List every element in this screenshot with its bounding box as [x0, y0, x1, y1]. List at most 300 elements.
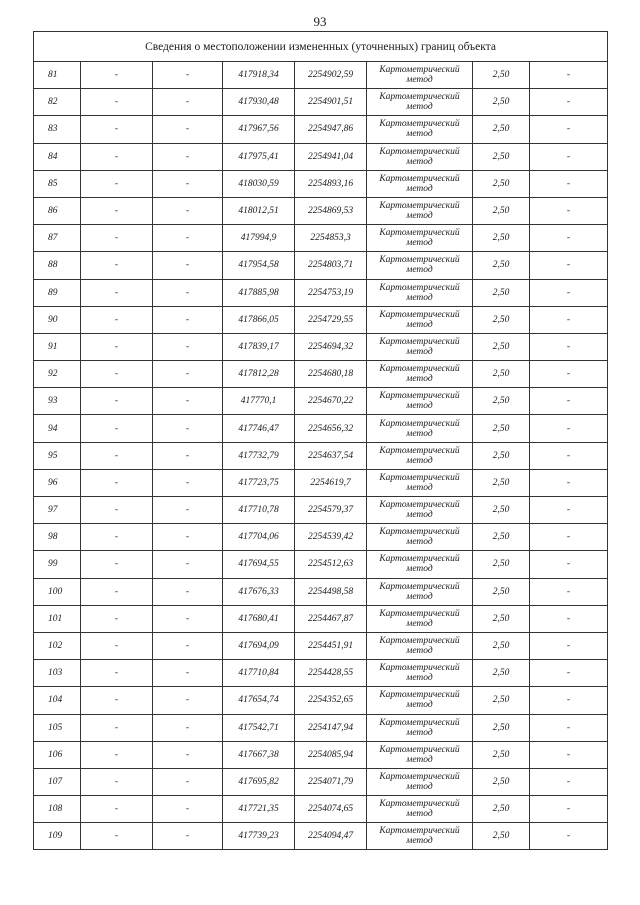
- y-coordinate-cell: 2254352,65: [295, 687, 367, 714]
- dash-cell: -: [81, 143, 153, 170]
- x-coordinate-cell: 417694,09: [223, 632, 295, 659]
- method-line1: Картометрический: [379, 364, 460, 375]
- table-row: [34, 497, 608, 524]
- accuracy-cell: 2,50: [473, 252, 530, 279]
- table-row: [34, 252, 608, 279]
- dash-cell: -: [153, 89, 223, 116]
- dash-cell: -: [153, 442, 223, 469]
- method-cell: [367, 714, 473, 741]
- method-line2: метод: [406, 102, 433, 113]
- table-row: [34, 143, 608, 170]
- x-coordinate-cell: 417676,33: [223, 578, 295, 605]
- method-cell: [367, 605, 473, 632]
- y-coordinate-cell: 2254094,47: [295, 823, 367, 850]
- x-coordinate-cell: 417680,41: [223, 605, 295, 632]
- dash-cell: -: [153, 497, 223, 524]
- method-line1: Картометрический: [379, 391, 460, 402]
- dash-cell: -: [153, 660, 223, 687]
- accuracy-cell: 2,50: [473, 306, 530, 333]
- method-line1: Картометрический: [379, 309, 460, 320]
- table-row: [34, 361, 608, 388]
- method-line2: метод: [406, 700, 433, 711]
- accuracy-cell: 2,50: [473, 796, 530, 823]
- method-line2: метод: [406, 754, 433, 765]
- method-line2: метод: [406, 482, 433, 493]
- method-line2: метод: [406, 564, 433, 575]
- y-coordinate-cell: 2254902,59: [295, 62, 367, 89]
- dash-cell: -: [153, 524, 223, 551]
- x-coordinate-cell: 417885,98: [223, 279, 295, 306]
- dash-cell: -: [530, 252, 608, 279]
- method-cell: [367, 279, 473, 306]
- point-number-cell: 100: [34, 578, 81, 605]
- method-line1: Картометрический: [379, 445, 460, 456]
- y-coordinate-cell: 2254147,94: [295, 714, 367, 741]
- dash-cell: -: [153, 714, 223, 741]
- table-row: [34, 823, 608, 850]
- dash-cell: -: [81, 388, 153, 415]
- y-coordinate-cell: 2254071,79: [295, 768, 367, 795]
- y-coordinate-cell: 2254941,04: [295, 143, 367, 170]
- point-number-cell: 103: [34, 660, 81, 687]
- method-cell: [367, 388, 473, 415]
- accuracy-cell: 2,50: [473, 687, 530, 714]
- method-line1: Картометрический: [379, 173, 460, 184]
- method-line1: Картометрический: [379, 771, 460, 782]
- method-cell: [367, 333, 473, 360]
- method-line2: метод: [406, 727, 433, 738]
- table-title-row: [34, 32, 608, 62]
- x-coordinate-cell: 417710,84: [223, 660, 295, 687]
- dash-cell: -: [530, 388, 608, 415]
- accuracy-cell: 2,50: [473, 605, 530, 632]
- accuracy-cell: 2,50: [473, 415, 530, 442]
- point-number-cell: 102: [34, 632, 81, 659]
- table-title: Сведения о местоположении измененных (уточненных) границ объекта: [34, 32, 608, 62]
- table-row: [34, 660, 608, 687]
- method-line1: Картометрический: [379, 500, 460, 511]
- method-cell: [367, 524, 473, 551]
- accuracy-cell: 2,50: [473, 524, 530, 551]
- method-line2: метод: [406, 836, 433, 847]
- table-row: [34, 89, 608, 116]
- method-cell: [367, 768, 473, 795]
- point-number-cell: 99: [34, 551, 81, 578]
- method-line1: Картометрический: [379, 92, 460, 103]
- dash-cell: -: [81, 116, 153, 143]
- method-line2: метод: [406, 319, 433, 330]
- y-coordinate-cell: 2254619,7: [295, 469, 367, 496]
- dash-cell: -: [153, 415, 223, 442]
- dash-cell: -: [153, 687, 223, 714]
- dash-cell: -: [81, 333, 153, 360]
- method-line2: метод: [406, 401, 433, 412]
- method-line1: Картометрический: [379, 201, 460, 212]
- x-coordinate-cell: 417695,82: [223, 768, 295, 795]
- method-cell: [367, 252, 473, 279]
- dash-cell: -: [530, 143, 608, 170]
- dash-cell: -: [81, 768, 153, 795]
- method-line1: Картометрический: [379, 744, 460, 755]
- point-number-cell: 87: [34, 225, 81, 252]
- method-line2: метод: [406, 183, 433, 194]
- dash-cell: -: [153, 796, 223, 823]
- accuracy-cell: 2,50: [473, 741, 530, 768]
- accuracy-cell: 2,50: [473, 632, 530, 659]
- dash-cell: -: [153, 823, 223, 850]
- x-coordinate-cell: 417770,1: [223, 388, 295, 415]
- y-coordinate-cell: 2254680,18: [295, 361, 367, 388]
- method-line1: Картометрический: [379, 65, 460, 76]
- method-line2: метод: [406, 455, 433, 466]
- method-cell: [367, 578, 473, 605]
- method-line2: метод: [406, 156, 433, 167]
- dash-cell: -: [530, 796, 608, 823]
- method-line2: метод: [406, 618, 433, 629]
- dash-cell: -: [81, 632, 153, 659]
- dash-cell: -: [530, 306, 608, 333]
- method-line2: метод: [406, 537, 433, 548]
- dash-cell: -: [530, 62, 608, 89]
- point-number-cell: 90: [34, 306, 81, 333]
- dash-cell: -: [81, 714, 153, 741]
- dash-cell: -: [530, 578, 608, 605]
- dash-cell: -: [530, 768, 608, 795]
- x-coordinate-cell: 417954,58: [223, 252, 295, 279]
- dash-cell: -: [530, 333, 608, 360]
- y-coordinate-cell: 2254512,63: [295, 551, 367, 578]
- x-coordinate-cell: 417746,47: [223, 415, 295, 442]
- method-line1: Картометрический: [379, 608, 460, 619]
- x-coordinate-cell: 417732,79: [223, 442, 295, 469]
- dash-cell: -: [530, 442, 608, 469]
- dash-cell: -: [530, 279, 608, 306]
- method-line1: Картометрический: [379, 636, 460, 647]
- dash-cell: -: [81, 497, 153, 524]
- method-cell: [367, 197, 473, 224]
- table-row: [34, 714, 608, 741]
- dash-cell: -: [81, 551, 153, 578]
- method-line1: Картометрический: [379, 472, 460, 483]
- x-coordinate-cell: 417918,34: [223, 62, 295, 89]
- table-row: [34, 796, 608, 823]
- x-coordinate-cell: 418030,59: [223, 170, 295, 197]
- x-coordinate-cell: 417839,17: [223, 333, 295, 360]
- method-line2: метод: [406, 374, 433, 385]
- method-cell: [367, 306, 473, 333]
- dash-cell: -: [530, 687, 608, 714]
- point-number-cell: 105: [34, 714, 81, 741]
- dash-cell: -: [81, 89, 153, 116]
- point-number-cell: 97: [34, 497, 81, 524]
- method-line1: Картометрический: [379, 527, 460, 538]
- point-number-cell: 88: [34, 252, 81, 279]
- method-cell: [367, 497, 473, 524]
- dash-cell: -: [153, 551, 223, 578]
- boundary-table: [33, 31, 608, 850]
- dash-cell: -: [81, 361, 153, 388]
- y-coordinate-cell: 2254694,32: [295, 333, 367, 360]
- table-row: [34, 442, 608, 469]
- accuracy-cell: 2,50: [473, 714, 530, 741]
- table-row: [34, 768, 608, 795]
- y-coordinate-cell: 2254074,65: [295, 796, 367, 823]
- dash-cell: -: [153, 170, 223, 197]
- dash-cell: -: [153, 143, 223, 170]
- dash-cell: -: [81, 605, 153, 632]
- dash-cell: -: [153, 197, 223, 224]
- accuracy-cell: 2,50: [473, 388, 530, 415]
- dash-cell: -: [153, 225, 223, 252]
- method-line1: Картометрический: [379, 663, 460, 674]
- y-coordinate-cell: 2254670,22: [295, 388, 367, 415]
- dash-cell: -: [153, 361, 223, 388]
- method-line2: метод: [406, 781, 433, 792]
- dash-cell: -: [81, 252, 153, 279]
- y-coordinate-cell: 2254539,42: [295, 524, 367, 551]
- accuracy-cell: 2,50: [473, 333, 530, 360]
- dash-cell: -: [81, 415, 153, 442]
- point-number-cell: 82: [34, 89, 81, 116]
- accuracy-cell: 2,50: [473, 497, 530, 524]
- method-line1: Картометрический: [379, 581, 460, 592]
- accuracy-cell: 2,50: [473, 89, 530, 116]
- point-number-cell: 108: [34, 796, 81, 823]
- dash-cell: -: [81, 823, 153, 850]
- point-number-cell: 101: [34, 605, 81, 632]
- accuracy-cell: 2,50: [473, 469, 530, 496]
- dash-cell: -: [530, 823, 608, 850]
- dash-cell: -: [153, 388, 223, 415]
- dash-cell: -: [81, 442, 153, 469]
- point-number-cell: 94: [34, 415, 81, 442]
- dash-cell: -: [530, 714, 608, 741]
- method-cell: [367, 116, 473, 143]
- dash-cell: -: [81, 469, 153, 496]
- point-number-cell: 91: [34, 333, 81, 360]
- point-number-cell: 86: [34, 197, 81, 224]
- method-cell: [367, 225, 473, 252]
- dash-cell: -: [153, 469, 223, 496]
- method-line2: метод: [406, 673, 433, 684]
- method-line2: метод: [406, 646, 433, 657]
- x-coordinate-cell: 417866,05: [223, 306, 295, 333]
- point-number-cell: 109: [34, 823, 81, 850]
- point-number-cell: 106: [34, 741, 81, 768]
- table-row: [34, 524, 608, 551]
- method-line2: метод: [406, 238, 433, 249]
- dash-cell: -: [81, 62, 153, 89]
- dash-cell: -: [81, 170, 153, 197]
- method-line1: Картометрический: [379, 146, 460, 157]
- table-row: [34, 578, 608, 605]
- accuracy-cell: 2,50: [473, 116, 530, 143]
- table-row: [34, 632, 608, 659]
- dash-cell: -: [153, 768, 223, 795]
- x-coordinate-cell: 417542,71: [223, 714, 295, 741]
- point-number-cell: 95: [34, 442, 81, 469]
- dash-cell: -: [530, 89, 608, 116]
- y-coordinate-cell: 2254656,32: [295, 415, 367, 442]
- dash-cell: -: [530, 741, 608, 768]
- method-line1: Картометрический: [379, 119, 460, 130]
- dash-cell: -: [153, 306, 223, 333]
- point-number-cell: 107: [34, 768, 81, 795]
- accuracy-cell: 2,50: [473, 279, 530, 306]
- y-coordinate-cell: 2254853,3: [295, 225, 367, 252]
- point-number-cell: 89: [34, 279, 81, 306]
- dash-cell: -: [530, 225, 608, 252]
- method-cell: [367, 687, 473, 714]
- dash-cell: -: [530, 469, 608, 496]
- method-line1: Картометрический: [379, 717, 460, 728]
- method-cell: [367, 143, 473, 170]
- accuracy-cell: 2,50: [473, 578, 530, 605]
- x-coordinate-cell: 417739,23: [223, 823, 295, 850]
- y-coordinate-cell: 2254803,71: [295, 252, 367, 279]
- method-cell: [367, 632, 473, 659]
- y-coordinate-cell: 2254451,91: [295, 632, 367, 659]
- x-coordinate-cell: 417812,28: [223, 361, 295, 388]
- accuracy-cell: 2,50: [473, 768, 530, 795]
- dash-cell: -: [81, 687, 153, 714]
- point-number-cell: 84: [34, 143, 81, 170]
- x-coordinate-cell: 417967,56: [223, 116, 295, 143]
- method-cell: [367, 796, 473, 823]
- method-line2: метод: [406, 346, 433, 357]
- method-cell: [367, 551, 473, 578]
- y-coordinate-cell: 2254637,54: [295, 442, 367, 469]
- table-row: [34, 741, 608, 768]
- accuracy-cell: 2,50: [473, 197, 530, 224]
- table-row: [34, 116, 608, 143]
- accuracy-cell: 2,50: [473, 823, 530, 850]
- dash-cell: -: [153, 252, 223, 279]
- point-number-cell: 81: [34, 62, 81, 89]
- method-line2: метод: [406, 75, 433, 86]
- method-cell: [367, 660, 473, 687]
- dash-cell: -: [530, 632, 608, 659]
- point-number-cell: 85: [34, 170, 81, 197]
- dash-cell: -: [153, 741, 223, 768]
- method-cell: [367, 823, 473, 850]
- dash-cell: -: [530, 497, 608, 524]
- accuracy-cell: 2,50: [473, 62, 530, 89]
- table-row: [34, 551, 608, 578]
- method-cell: [367, 361, 473, 388]
- y-coordinate-cell: 2254428,55: [295, 660, 367, 687]
- dash-cell: -: [81, 660, 153, 687]
- method-cell: [367, 62, 473, 89]
- dash-cell: -: [81, 279, 153, 306]
- point-number-cell: 104: [34, 687, 81, 714]
- dash-cell: -: [81, 796, 153, 823]
- method-cell: [367, 469, 473, 496]
- method-line1: Картометрический: [379, 228, 460, 239]
- table-row: [34, 279, 608, 306]
- method-cell: [367, 415, 473, 442]
- dash-cell: -: [153, 333, 223, 360]
- dash-cell: -: [530, 551, 608, 578]
- page-number: 93: [313, 14, 327, 29]
- method-line1: Картометрический: [379, 336, 460, 347]
- dash-cell: -: [81, 578, 153, 605]
- accuracy-cell: 2,50: [473, 551, 530, 578]
- dash-cell: -: [530, 170, 608, 197]
- x-coordinate-cell: 418012,51: [223, 197, 295, 224]
- dash-cell: -: [153, 62, 223, 89]
- dash-cell: -: [530, 361, 608, 388]
- accuracy-cell: 2,50: [473, 143, 530, 170]
- method-line2: метод: [406, 591, 433, 602]
- dash-cell: -: [530, 116, 608, 143]
- dash-cell: -: [153, 116, 223, 143]
- table-row: [34, 225, 608, 252]
- method-line2: метод: [406, 809, 433, 820]
- x-coordinate-cell: 417723,75: [223, 469, 295, 496]
- y-coordinate-cell: 2254729,55: [295, 306, 367, 333]
- method-line1: Картометрический: [379, 554, 460, 565]
- table-row: [34, 415, 608, 442]
- method-line2: метод: [406, 510, 433, 521]
- dash-cell: -: [153, 578, 223, 605]
- y-coordinate-cell: 2254579,37: [295, 497, 367, 524]
- point-number-cell: 93: [34, 388, 81, 415]
- x-coordinate-cell: 417654,74: [223, 687, 295, 714]
- x-coordinate-cell: 417694,55: [223, 551, 295, 578]
- method-cell: [367, 170, 473, 197]
- x-coordinate-cell: 417710,78: [223, 497, 295, 524]
- dash-cell: -: [153, 279, 223, 306]
- method-line1: Картометрический: [379, 690, 460, 701]
- table-row: [34, 170, 608, 197]
- y-coordinate-cell: 2254869,53: [295, 197, 367, 224]
- dash-cell: -: [153, 605, 223, 632]
- y-coordinate-cell: 2254901,51: [295, 89, 367, 116]
- table-row: [34, 306, 608, 333]
- dash-cell: -: [81, 306, 153, 333]
- y-coordinate-cell: 2254947,86: [295, 116, 367, 143]
- dash-cell: -: [530, 605, 608, 632]
- accuracy-cell: 2,50: [473, 361, 530, 388]
- dash-cell: -: [81, 741, 153, 768]
- table-row: [34, 333, 608, 360]
- method-line2: метод: [406, 265, 433, 276]
- accuracy-cell: 2,50: [473, 225, 530, 252]
- method-line2: метод: [406, 428, 433, 439]
- point-number-cell: 98: [34, 524, 81, 551]
- method-line2: метод: [406, 129, 433, 140]
- method-line2: метод: [406, 292, 433, 303]
- dash-cell: -: [81, 225, 153, 252]
- dash-cell: -: [81, 524, 153, 551]
- table-row: [34, 605, 608, 632]
- dash-cell: -: [81, 197, 153, 224]
- dash-cell: -: [530, 197, 608, 224]
- x-coordinate-cell: 417667,38: [223, 741, 295, 768]
- accuracy-cell: 2,50: [473, 660, 530, 687]
- table-row: [34, 469, 608, 496]
- method-line1: Картометрический: [379, 799, 460, 810]
- table-row: [34, 62, 608, 89]
- table-row: [34, 197, 608, 224]
- accuracy-cell: 2,50: [473, 170, 530, 197]
- point-number-cell: 96: [34, 469, 81, 496]
- method-line1: Картометрический: [379, 255, 460, 266]
- method-line1: Картометрический: [379, 826, 460, 837]
- method-line2: метод: [406, 211, 433, 222]
- dash-cell: -: [530, 415, 608, 442]
